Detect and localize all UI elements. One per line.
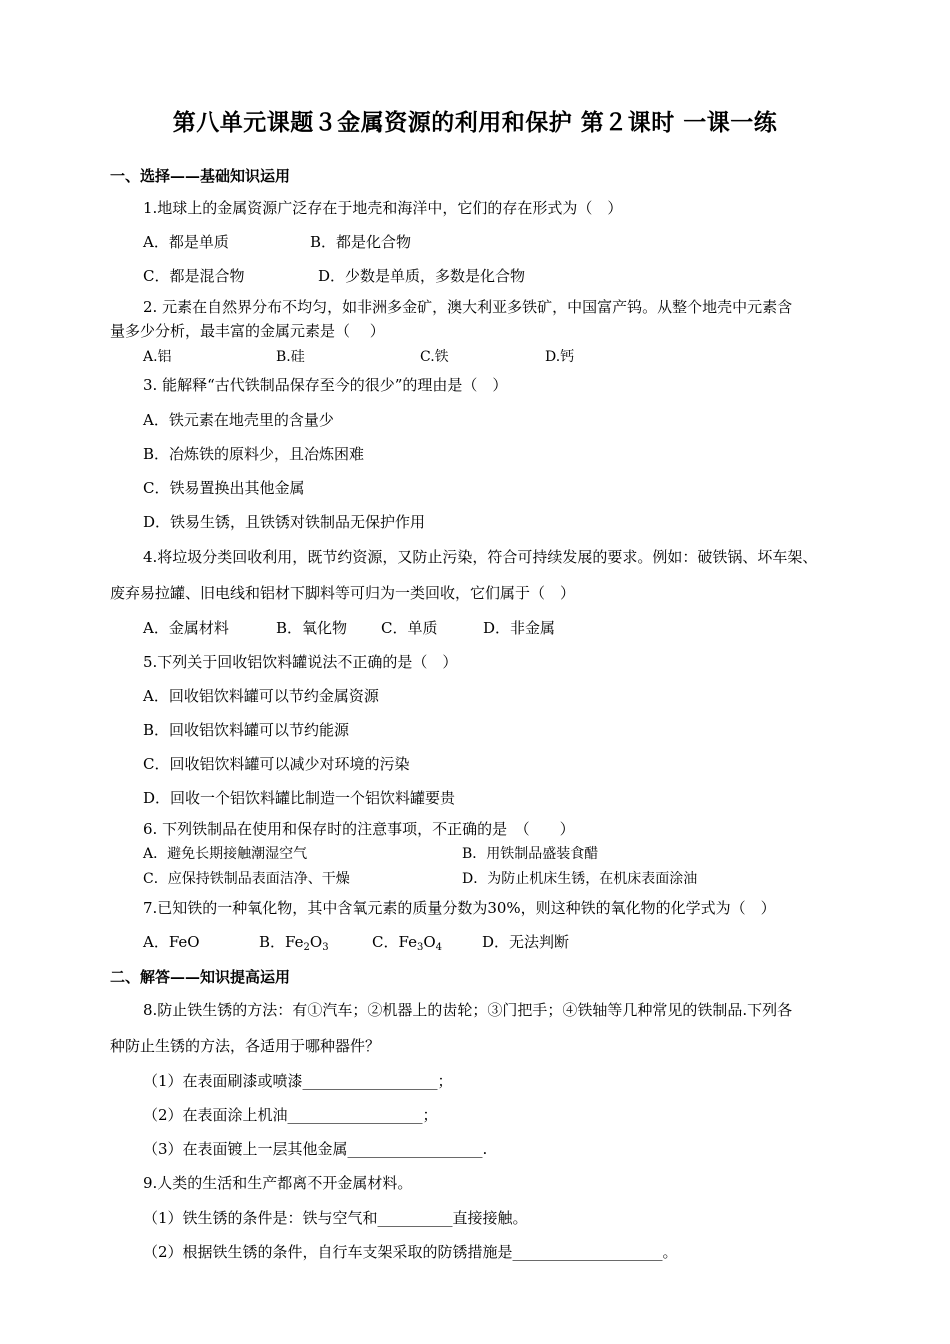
question-3-option-c: C．铁易置换出其他金属	[143, 479, 305, 497]
question-1-stem: 1.地球上的金属资源广泛存在于地壳和海洋中，它们的存在形式为（ ）	[143, 199, 623, 217]
question-3-stem: 3. 能解释“古代铁制品保存至今的很少”的理由是（ ）	[143, 376, 508, 394]
question-9-part-2: （2）根据铁生锈的条件，自行车支架采取的防锈措施是____________________。	[143, 1243, 678, 1261]
question-1-option-c: C．都是混合物	[143, 267, 245, 285]
question-5-option-d: D．回收一个铝饮料罐比制造一个铝饮料罐要贵	[143, 789, 456, 807]
question-2-stem-line1: 2. 元素在自然界分布不均匀，如非洲多金矿，澳大利亚多铁矿，中国富产钨。从整个地壳中元素含	[143, 298, 793, 316]
question-3-option-b: B．冶炼铁的原料少，且冶炼困难	[143, 445, 365, 463]
question-9-part-1: （1）铁生锈的条件是：铁与空气和__________直接接触。	[143, 1209, 528, 1227]
question-1-option-a: A．都是单质	[143, 233, 229, 251]
question-1-option-b: B．都是化合物	[310, 233, 412, 251]
question-5-option-c: C．回收铝饮料罐可以减少对环境的污染	[143, 755, 410, 773]
question-9-stem: 9.人类的生活和生产都离不开金属材料。	[143, 1174, 413, 1192]
question-8-stem-line2: 种防止生锈的方法，各适用于哪种器件？	[110, 1037, 381, 1055]
question-2-option-a: A.铝	[143, 349, 172, 365]
question-8-part-2: （2）在表面涂上机油__________________；	[143, 1106, 438, 1124]
question-7-option-d: D．无法判断	[482, 933, 570, 951]
question-2-stem-line2: 量多少分析，最丰富的金属元素是（ ）	[110, 322, 385, 340]
question-4-option-d: D．非金属	[483, 619, 556, 637]
question-6-option-b: B．用铁制品盛装食醋	[462, 846, 599, 862]
section-heading-answer: 二、解答——知识提高运用	[110, 968, 291, 986]
question-6-stem: 6. 下列铁制品在使用和保存时的注意事项，不正确的是 （ ）	[143, 820, 575, 838]
question-4-stem-line2: 废弃易拉罐、旧电线和铝材下脚料等可归为一类回收，它们属于（ ）	[110, 584, 576, 602]
question-4-option-b: B．氧化物	[276, 619, 348, 637]
question-2-option-d: D.钙	[545, 349, 575, 365]
question-8-stem-line1: 8.防止铁生锈的方法：有①汽车；②机器上的齿轮；③门把手；④铁轴等几种常见的铁制品.下列各	[143, 1001, 793, 1019]
section-heading-choice: 一、选择——基础知识运用	[110, 167, 291, 185]
question-5-option-a: A．回收铝饮料罐可以节约金属资源	[143, 687, 379, 705]
page-title: 第八单元课题３金属资源的利用和保护 第２课时 一课一练	[172, 109, 778, 136]
question-7-option-c: C．$Fe_3O_4$	[372, 933, 443, 953]
question-2-option-c: C.铁	[420, 349, 449, 365]
question-7-option-a: A．FeO	[143, 933, 200, 951]
question-6-option-a: A．避免长期接触潮湿空气	[143, 846, 308, 862]
question-6-option-d: D．为防止机床生锈，在机床表面涂油	[462, 871, 698, 887]
question-5-stem: 5.下列关于回收铝饮料罐说法不正确的是（ ）	[143, 653, 458, 671]
question-5-option-b: B．回收铝饮料罐可以节约能源	[143, 721, 350, 739]
question-6-option-c: C．应保持铁制品表面洁净、干燥	[143, 871, 350, 887]
question-4-option-a: A．金属材料	[143, 619, 229, 637]
question-4-option-c: C．单质	[381, 619, 438, 637]
question-7-option-b: B．$Fe_2O_3$	[259, 933, 329, 953]
question-1-option-d: D．少数是单质，多数是化合物	[318, 267, 526, 285]
question-7-stem: 7.已知铁的一种氧化物，其中含氧元素的质量分数为30%，则这种铁的氧化物的化学式为（ ）	[143, 899, 776, 917]
question-8-part-3: （3）在表面镀上一层其他金属__________________.	[143, 1140, 488, 1158]
question-3-option-a: A．铁元素在地壳里的含量少	[143, 411, 334, 429]
question-2-option-b: B.硅	[276, 349, 305, 365]
question-3-option-d: D．铁易生锈，且铁锈对铁制品无保护作用	[143, 513, 426, 531]
question-8-part-1: （1）在表面刷漆或喷漆__________________；	[143, 1072, 453, 1090]
question-4-stem-line1: 4.将垃圾分类回收利用，既节约资源，又防止污染，符合可持续发展的要求。例如：破铁锅、坏车架、	[143, 548, 818, 566]
